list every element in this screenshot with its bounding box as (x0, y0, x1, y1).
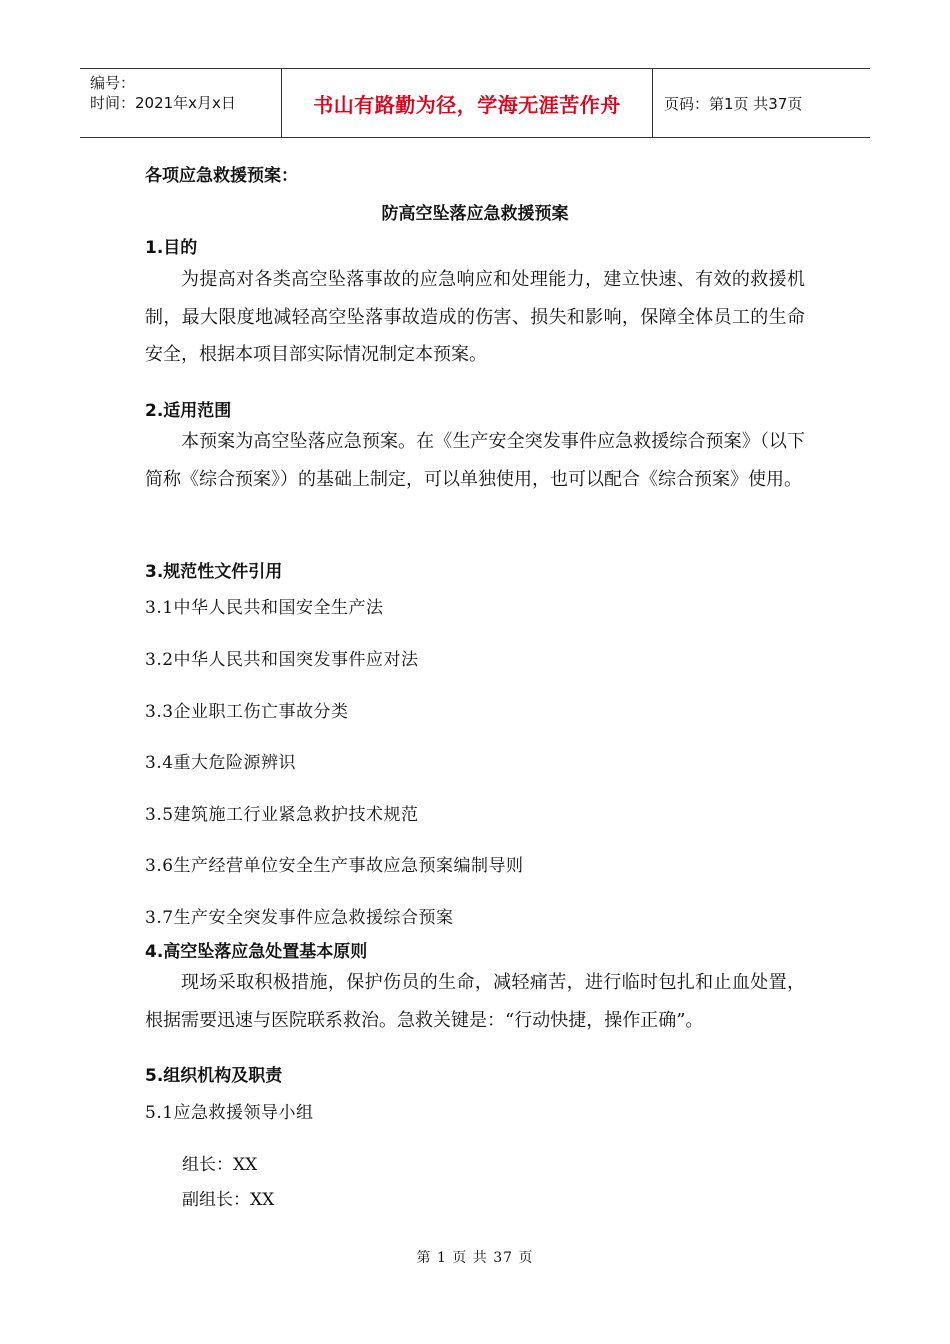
section-5-1-heading: 5.1应急救援领导小组 (145, 1103, 314, 1123)
intro-heading: 各项应急救援预案： (145, 166, 298, 186)
reference-item: 3.3企业职工伤亡事故分类 (145, 702, 349, 722)
group-leader: 组长：XX (182, 1155, 258, 1175)
deputy-group-leader: 副组长：XX (182, 1190, 275, 1210)
document-date: 时间：2021年x月x日 (90, 94, 236, 112)
section-3-heading: 3.规范性文件引用 (145, 562, 283, 582)
section-2-heading: 2.适用范围 (145, 401, 232, 421)
section-2-text: 本预案为高空坠落应急预案。在《生产安全突发事件应急救援综合预案》（以下简称《综合预案》）的基础上制定，可以单独使用，也可以配合《综合预案》使用。 (145, 431, 805, 490)
reference-item: 3.5建筑施工行业紧急救护技术规范 (145, 805, 419, 825)
section-4-heading: 4.高空坠落应急处置基本原则 (145, 942, 368, 962)
reference-item: 3.1中华人民共和国安全生产法 (145, 598, 384, 618)
header-motto: 书山有路勤为径，学海无涯苦作舟 (281, 69, 653, 137)
reference-item: 3.6生产经营单位安全生产事故应急预案编制导则 (145, 856, 524, 876)
section-1-text: 为提高对各类高空坠落事故的应急响应和处理能力，建立快速、有效的救援机制，最大限度地减轻高空坠落事故造成的伤害、损失和影响，保障全体员工的生命安全，根据本项目部实际情况制定本预案。 (145, 269, 805, 365)
reference-item: 3.2中华人民共和国突发事件应对法 (145, 650, 419, 670)
page-footer: 第 1 页 共 37 页 (416, 1250, 534, 1266)
section-5-heading: 5.组织机构及职责 (145, 1066, 283, 1086)
section-1-heading: 1.目的 (145, 238, 198, 258)
reference-item: 3.7生产安全突发事件应急救援综合预案 (145, 908, 454, 928)
document-number: 编号： (90, 74, 136, 92)
document-title: 防高空坠落应急救援预案 (381, 204, 569, 224)
reference-item: 3.4重大危险源辨识 (145, 753, 297, 773)
header-meta (80, 69, 281, 137)
page-header (80, 68, 870, 138)
header-page-number: 页码：第1页 共37页 (664, 94, 803, 113)
section-4-text: 现场采取积极措施，保护伤员的生命，减轻痛苦，进行临时包扎和止血处置，根据需要迅速与医院联系救治。急救关键是：“行动快捷，操作正确”。 (145, 972, 805, 1031)
